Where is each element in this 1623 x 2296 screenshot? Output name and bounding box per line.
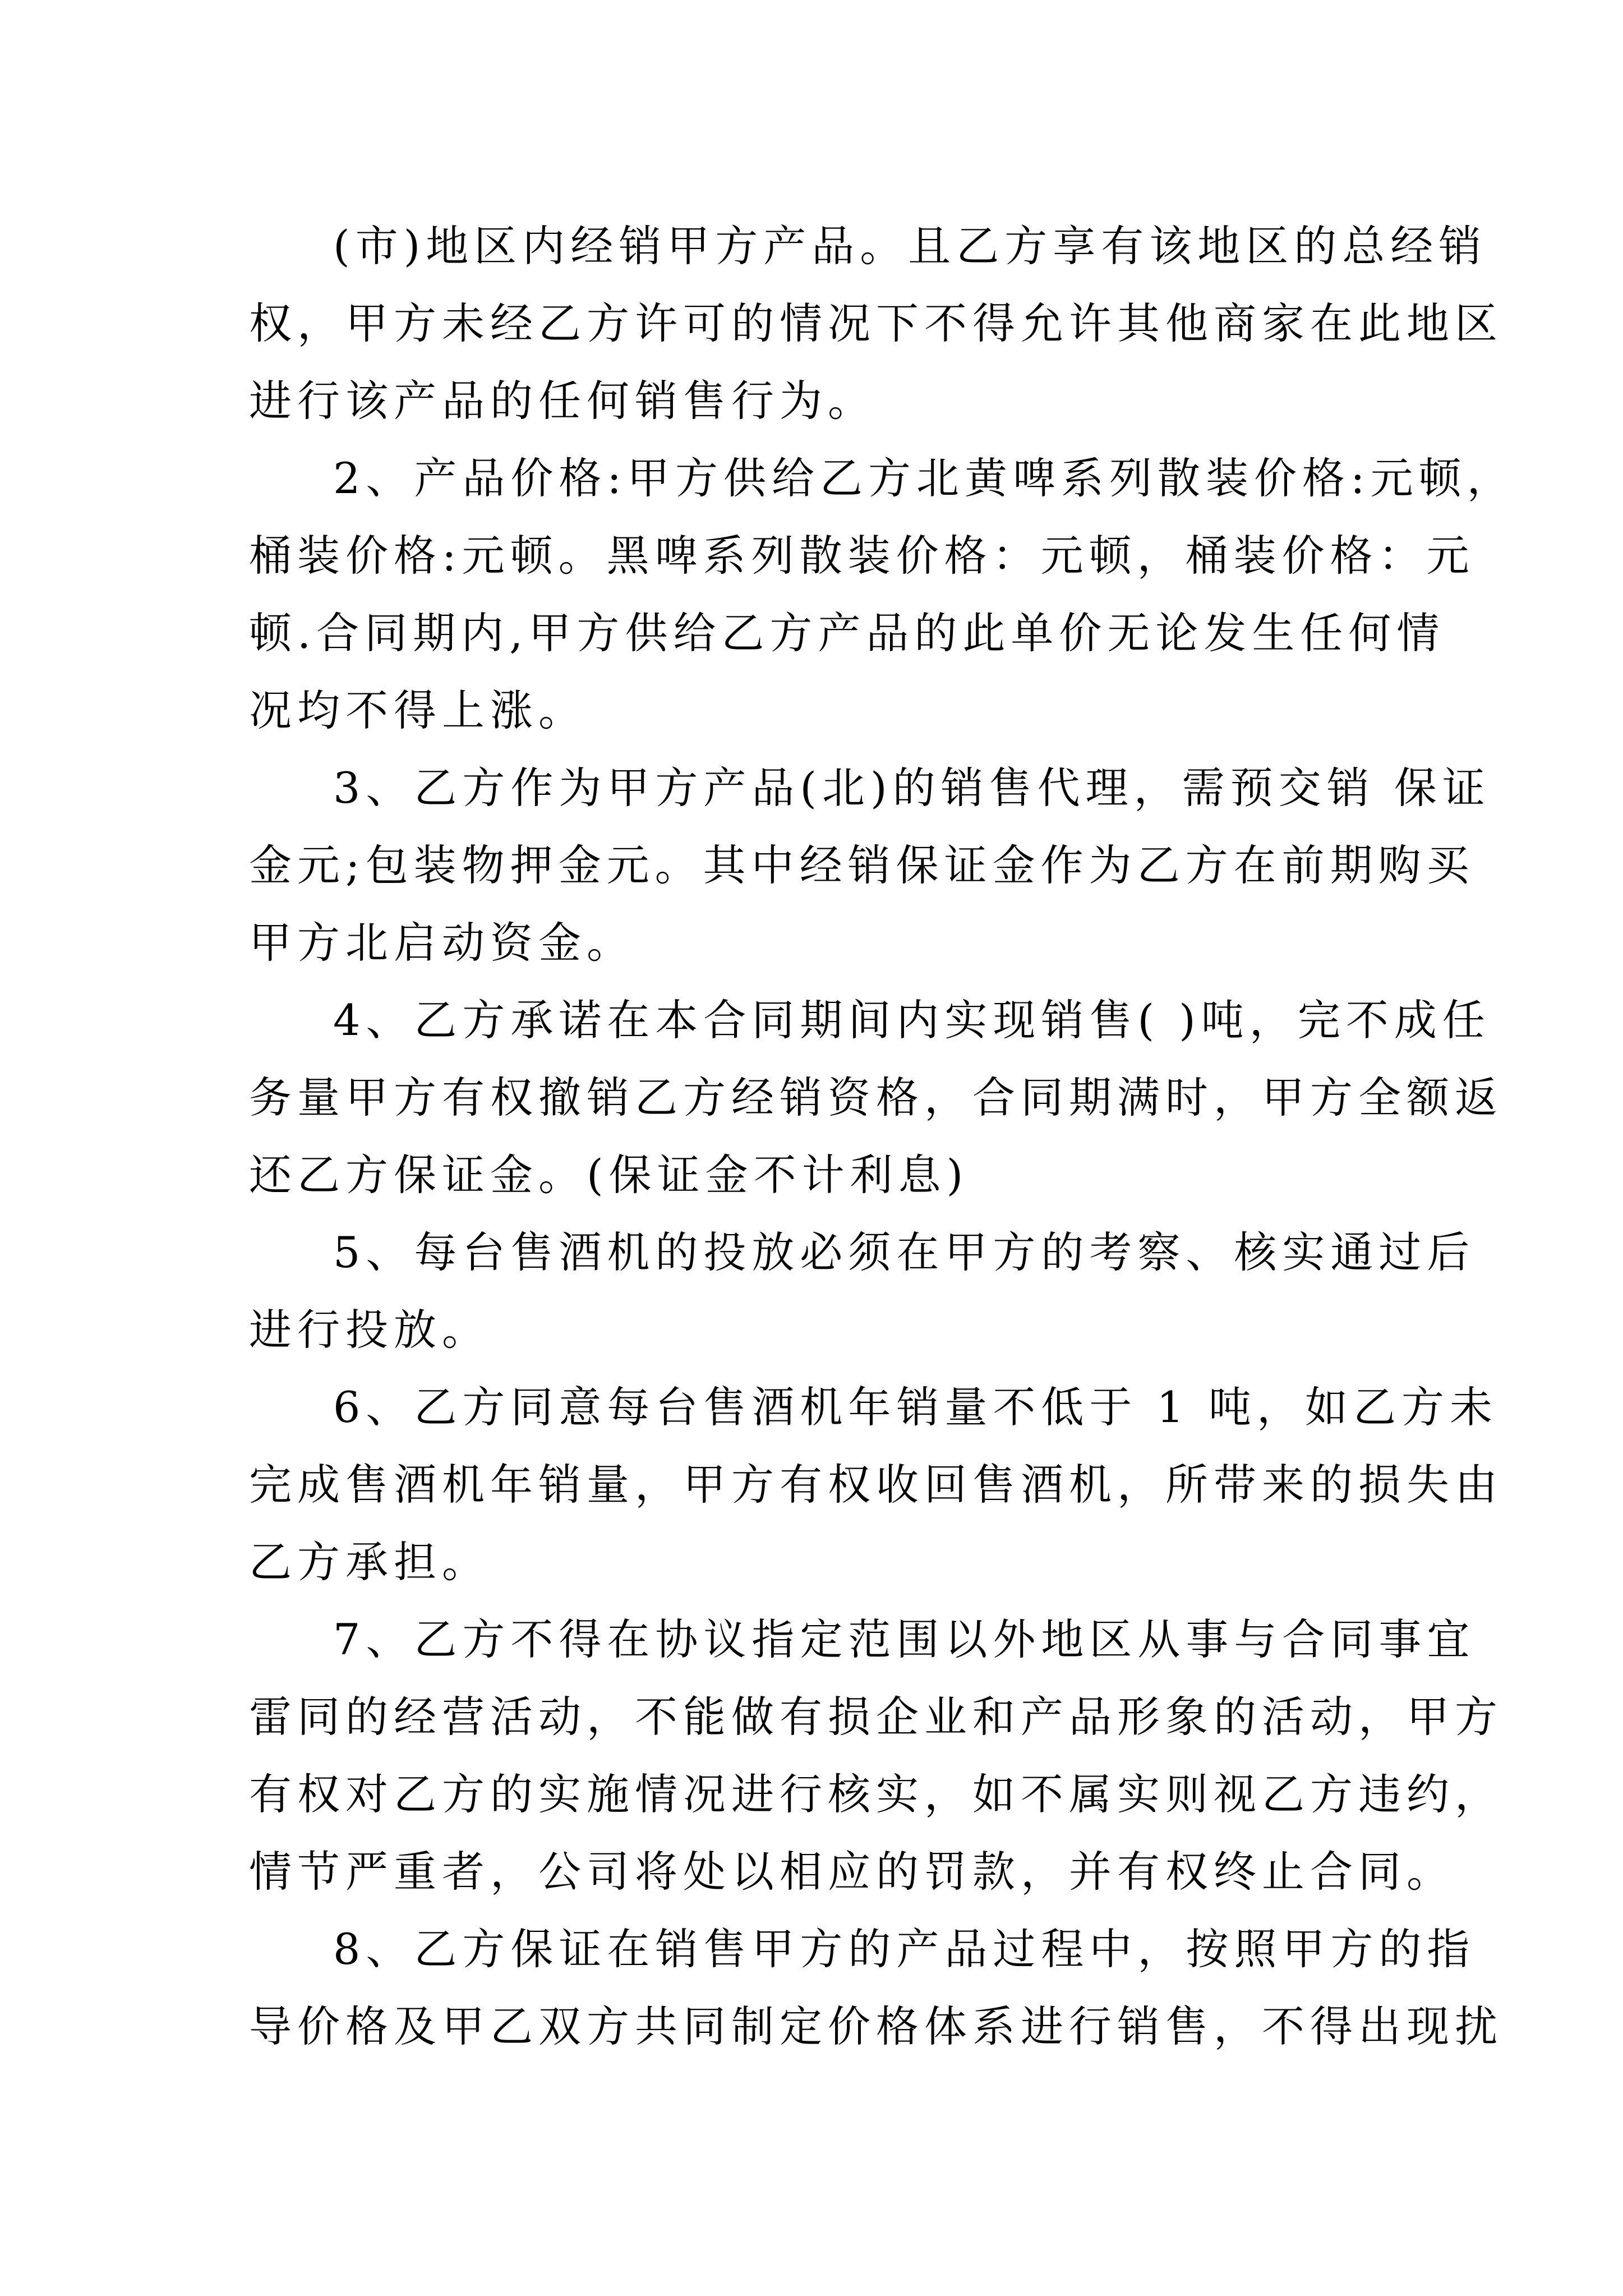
text-line: 有权对乙方的实施情况进行核实，如不属实则视乙方违约， [249, 1769, 1503, 1819]
text-line: 7、乙方不得在协议指定范围以外地区从事与合同事宜 [333, 1614, 1476, 1664]
paragraph-clause-7 [249, 1601, 1503, 1911]
text-line: 5、每台售酒机的投放必须在甲方的考察、核实通过后 [333, 1227, 1476, 1277]
paragraph-clause-5 [249, 1214, 1476, 1369]
text-line: 还乙方保证金。(保证金不计利息) [249, 1150, 969, 1200]
text-line: 雷同的经营活动，不能做有损企业和产品形象的活动，甲方 [249, 1692, 1503, 1742]
text-line: 进行该产品的任何销售行为。 [249, 376, 876, 426]
paragraph-territory [249, 208, 1503, 440]
text-line: 8、乙方保证在销售甲方的产品过程中，按照甲方的指 [333, 1924, 1476, 1974]
text-line: 顿.合同期内,甲方供给乙方产品的此单价无论发生任何情 [249, 608, 1445, 658]
paragraph-clause-2 [249, 440, 1515, 749]
text-line: 况均不得上涨。 [249, 685, 587, 735]
text-line: 导价格及甲乙双方共同制定价格体系进行销售，不得出现扰 [249, 2001, 1503, 2051]
text-line: 4、乙方承诺在本合同期间内实现销售( )吨，完不成任 [333, 995, 1491, 1045]
text-line: 2、产品价格:甲方供给乙方北黄啤系列散装价格:元顿， [333, 453, 1515, 503]
text-line: 情节严重者，公司将处以相应的罚款，并有权终止合同。 [249, 1847, 1455, 1897]
text-line: 完成售酒机年销量，甲方有权收回售酒机，所带来的损失由 [249, 1460, 1503, 1510]
text-line: 进行投放。 [249, 1305, 490, 1355]
paragraph-clause-4 [249, 982, 1503, 1214]
paragraph-clause-6 [249, 1369, 1503, 1601]
text-line: 乙方承担。 [249, 1537, 490, 1587]
text-line: 6、乙方同意每台售酒机年销量不低于 1 吨，如乙方未 [333, 1382, 1498, 1432]
text-line: (市)地区内经销甲方产品。且乙方享有该地区的总经销 [333, 221, 1487, 271]
text-line: 甲方北启动资金。 [249, 918, 635, 968]
paragraph-clause-3 [249, 749, 1491, 982]
text-line: 3、乙方作为甲方产品(北)的销售代理，需预交销 保证 [333, 763, 1491, 813]
text-line: 金元;包装物押金元。其中经销保证金作为乙方在前期购买 [249, 840, 1475, 890]
text-line: 权，甲方未经乙方许可的情况下不得允许其他商家在此地区 [249, 298, 1503, 348]
text-line: 务量甲方有权撤销乙方经销资格，合同期满时，甲方全额返 [249, 1073, 1503, 1122]
paragraph-clause-8 [249, 1911, 1503, 2065]
document-body [249, 208, 1515, 2065]
text-line: 桶装价格:元顿。黑啤系列散装价格：元顿，桶装价格：元 [249, 531, 1475, 581]
